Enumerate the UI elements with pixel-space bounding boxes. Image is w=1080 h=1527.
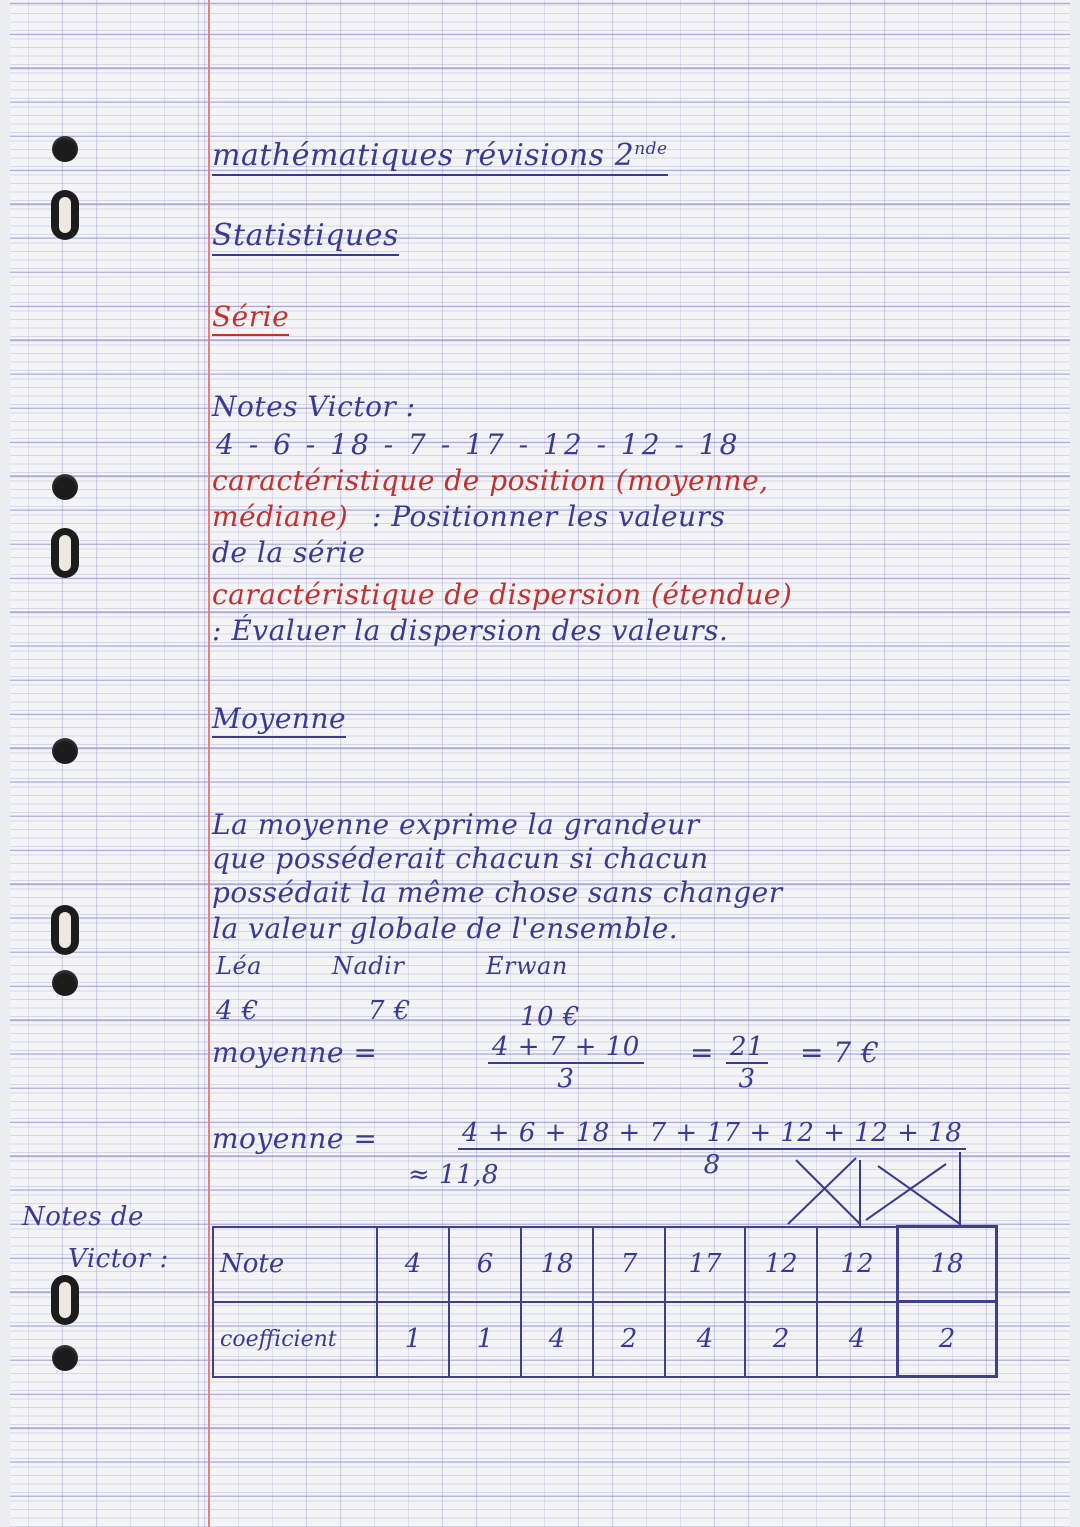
definition-line-1: La moyenne exprime la grandeur <box>212 808 700 841</box>
heading-serie: Série <box>212 300 289 336</box>
margin-line <box>208 0 210 1527</box>
binder-hole <box>52 1345 78 1371</box>
name-nadir: Nadir <box>332 952 405 980</box>
binder-hole <box>52 738 78 764</box>
note-cell: 7 <box>593 1227 665 1302</box>
title-text: mathématiques révisions 2 <box>212 138 635 173</box>
table-side-label-1: Notes de <box>22 1202 144 1232</box>
example-result: = 7 € <box>800 1036 880 1069</box>
coefficient-cell: 2 <box>593 1302 665 1377</box>
binder-hole <box>52 970 78 996</box>
coefficient-cell: 4 <box>665 1302 745 1377</box>
amount-nadir: 7 € <box>368 996 411 1026</box>
example-fraction <box>488 1032 644 1094</box>
binder-slot <box>51 905 79 955</box>
coefficient-cell: 2 <box>898 1302 997 1377</box>
dispersion-line-2: : Évaluer la dispersion des valeurs. <box>212 614 729 647</box>
definition-line-4: la valeur globale de l'ensemble. <box>212 912 679 945</box>
page-title <box>212 138 668 176</box>
binder-slot <box>51 190 79 240</box>
definition-line-3: possédait la même chose sans changer <box>212 876 783 909</box>
position-line-2b: : Positionner les valeurs <box>372 500 726 533</box>
example-denominator: 3 <box>557 1064 575 1094</box>
note-cell: 4 <box>377 1227 449 1302</box>
heading-moyenne: Moyenne <box>212 702 346 738</box>
coefficient-cell: 4 <box>521 1302 593 1377</box>
victor-approx: ≈ 11,8 <box>408 1160 499 1190</box>
heading-statistiques: Statistiques <box>212 218 399 256</box>
row-header-note: Note <box>213 1227 377 1302</box>
row-header-coefficient: coefficient <box>213 1302 377 1377</box>
coefficient-cell: 1 <box>449 1302 521 1377</box>
example-equals: = <box>690 1036 714 1069</box>
binder-hole <box>52 136 78 162</box>
note-cell: 18 <box>521 1227 593 1302</box>
coefficient-cell: 4 <box>817 1302 898 1377</box>
coefficient-cell: 1 <box>377 1302 449 1377</box>
example-numerator-2: 21 <box>726 1032 768 1064</box>
binder-slot <box>51 1275 79 1325</box>
table-row-notes <box>213 1227 997 1302</box>
table-row-coefficients <box>213 1302 997 1377</box>
amount-erwan: 10 € <box>520 1002 580 1032</box>
example-mean-label: moyenne = <box>212 1036 378 1069</box>
position-line-2a: médiane) <box>212 500 349 533</box>
grades-table <box>212 1225 998 1378</box>
victor-numerator: 4 + 6 + 18 + 7 + 17 + 12 + 12 + 18 <box>458 1118 966 1150</box>
example-numerator: 4 + 7 + 10 <box>488 1032 644 1064</box>
note-cell: 12 <box>745 1227 817 1302</box>
note-cell: 12 <box>817 1227 898 1302</box>
victor-denominator: 8 <box>703 1150 721 1180</box>
position-line-3: de la série <box>212 536 366 569</box>
victor-mean-label: moyenne = <box>212 1122 378 1155</box>
name-erwan: Erwan <box>486 952 568 980</box>
title-superscript: nde <box>634 139 668 159</box>
name-lea: Léa <box>216 952 262 980</box>
cross-marks <box>786 1150 966 1228</box>
note-cell: 6 <box>449 1227 521 1302</box>
notes-label: Notes Victor : <box>212 390 416 423</box>
dispersion-line-1: caractéristique de dispersion (étendue) <box>212 578 793 611</box>
amount-lea: 4 € <box>216 996 259 1026</box>
note-cell: 18 <box>898 1227 997 1302</box>
coefficient-cell: 2 <box>745 1302 817 1377</box>
example-fraction-2 <box>726 1032 768 1094</box>
definition-line-2: que posséderait chacun si chacun <box>212 842 709 875</box>
note-cell: 17 <box>665 1227 745 1302</box>
series-values: 4 - 6 - 18 - 7 - 17 - 12 - 12 - 18 <box>216 428 741 461</box>
binder-slot <box>51 528 79 578</box>
example-denominator-2: 3 <box>738 1064 756 1094</box>
table-side-label-2: Victor : <box>68 1244 169 1274</box>
position-line-1: caractéristique de position (moyenne, <box>212 464 769 497</box>
binder-hole <box>52 474 78 500</box>
